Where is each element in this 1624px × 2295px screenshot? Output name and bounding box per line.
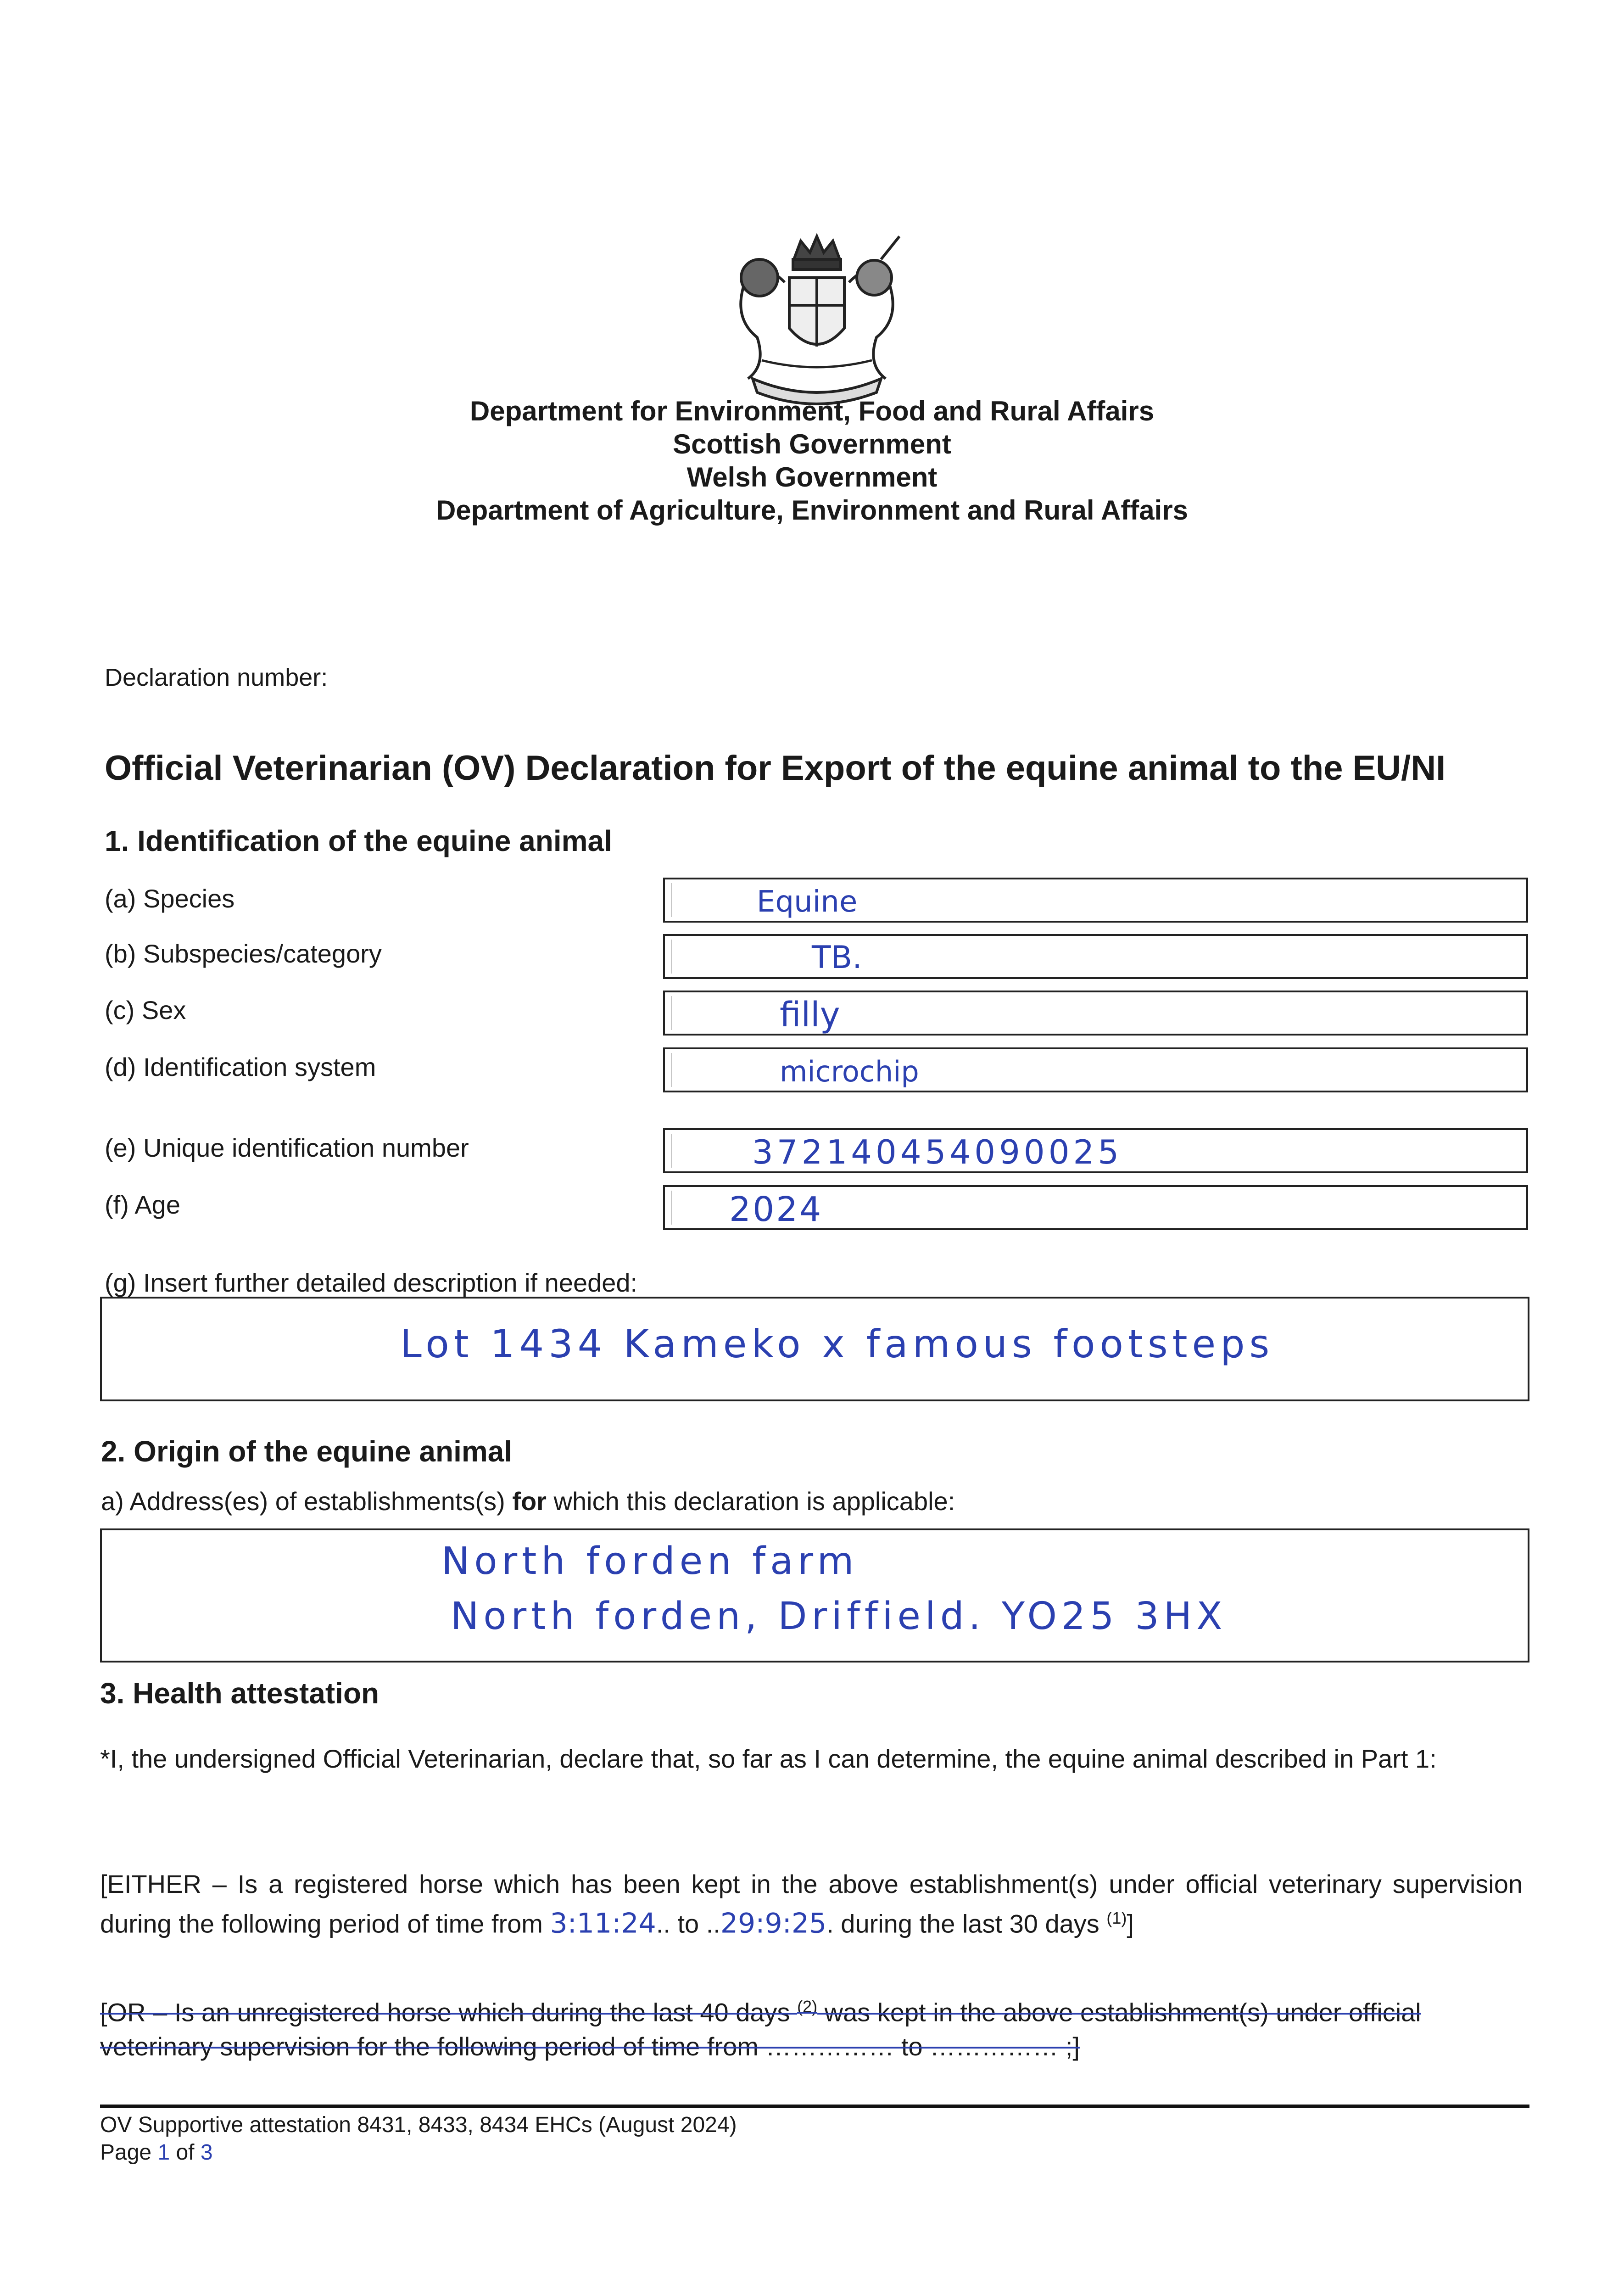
sex-field[interactable] bbox=[663, 991, 1528, 1036]
sex-label: (c) Sex bbox=[105, 996, 186, 1024]
department-line: Department for Environment, Food and Rural Affairs bbox=[469, 396, 1155, 426]
address-line: North forden farm bbox=[441, 1539, 859, 1583]
department-line: Department of Agriculture, Environment and Rural Affairs bbox=[435, 495, 1189, 526]
footer bbox=[100, 2111, 737, 2166]
further-description-value: Lot 1434 Kameko x famous footsteps bbox=[400, 1321, 1274, 1366]
footnote-ref: (1) bbox=[1106, 1909, 1127, 1927]
either-clause bbox=[100, 1867, 1523, 1941]
unique-id-field[interactable] bbox=[663, 1128, 1528, 1173]
supervision-from-date: 3:11:24 bbox=[550, 1907, 656, 1940]
total-pages: 3 bbox=[200, 2140, 213, 2165]
footer-attestation: OV Supportive attestation 8431, 8433, 8434 EHCs (August 2024) bbox=[100, 2113, 737, 2137]
address-label-pre: a) Address(es) of establishments(s) bbox=[101, 1487, 513, 1516]
unique-id-label: (e) Unique identification number bbox=[105, 1133, 469, 1162]
identification-system-label: (d) Identification system bbox=[105, 1052, 376, 1081]
either-tail-text: . during the last 30 days bbox=[826, 1909, 1107, 1938]
document-title: Official Veterinarian (OV) Declaration for Export of the equine animal to the EU/NI bbox=[105, 749, 1446, 788]
or-tail-text: was kept in the above establishment(s) under official veterinary supervision for the following period of time from …………… to …………… ;] bbox=[100, 1998, 1421, 2061]
species-label: (a) Species bbox=[105, 884, 235, 913]
page-number bbox=[100, 2139, 737, 2166]
either-text: [EITHER – Is a registered horse which has been kept in the above establishment(s) under official veterinary supervision during the following period of time from bbox=[100, 1870, 1523, 1938]
or-clause-struck bbox=[100, 1990, 1523, 2064]
departments-header bbox=[0, 395, 1624, 527]
footer-divider bbox=[100, 2105, 1529, 2108]
section3-heading: 3. Health attestation bbox=[100, 1677, 379, 1710]
unique-id-value: 372140454090025 bbox=[752, 1133, 1123, 1171]
subspecies-label: (b) Subspecies/category bbox=[105, 939, 382, 968]
address-label bbox=[101, 1486, 955, 1516]
section1-heading: 1. Identification of the equine animal bbox=[105, 824, 612, 857]
either-close: ] bbox=[1127, 1909, 1134, 1938]
species-field[interactable] bbox=[663, 878, 1528, 923]
age-field[interactable] bbox=[663, 1185, 1528, 1230]
department-line: Scottish Government bbox=[673, 429, 951, 459]
subspecies-value: TB. bbox=[812, 940, 862, 976]
age-label: (f) Age bbox=[105, 1190, 180, 1219]
address-line: North forden, Driffield. YO25 3HX bbox=[451, 1595, 1227, 1638]
current-page: 1 bbox=[157, 2140, 170, 2165]
footnote-ref: (2) bbox=[797, 1997, 818, 2016]
address-field[interactable] bbox=[100, 1528, 1529, 1662]
further-description-field[interactable] bbox=[100, 1297, 1529, 1401]
species-value: Equine bbox=[757, 885, 858, 919]
page-word: Page bbox=[100, 2140, 158, 2165]
section2-heading: 2. Origin of the equine animal bbox=[101, 1435, 513, 1468]
sex-value: filly bbox=[780, 995, 840, 1035]
either-to-text: .. to .. bbox=[656, 1909, 720, 1938]
further-description-label: (g) Insert further detailed description if needed: bbox=[105, 1268, 638, 1297]
department-line: Welsh Government bbox=[686, 462, 938, 493]
health-intro: *I, the undersigned Official Veterinarian, declare that, so far as I can determine, the equine animal described in Part 1: bbox=[100, 1744, 1437, 1773]
declaration-number-label: Declaration number: bbox=[105, 664, 328, 691]
royal-coat-of-arms-icon bbox=[716, 227, 918, 420]
supervision-to-date: 29:9:25 bbox=[720, 1907, 827, 1940]
of-word: of bbox=[170, 2140, 201, 2165]
address-label-post: which this declaration is applicable: bbox=[546, 1487, 955, 1516]
or-text: [OR – Is an unregistered horse which during the last 40 days bbox=[100, 1998, 798, 2027]
identification-system-value: microchip bbox=[780, 1055, 919, 1088]
age-value: 2024 bbox=[729, 1190, 823, 1229]
subspecies-field[interactable] bbox=[663, 934, 1528, 979]
address-label-bold: for bbox=[512, 1487, 547, 1516]
identification-system-field[interactable] bbox=[663, 1047, 1528, 1092]
